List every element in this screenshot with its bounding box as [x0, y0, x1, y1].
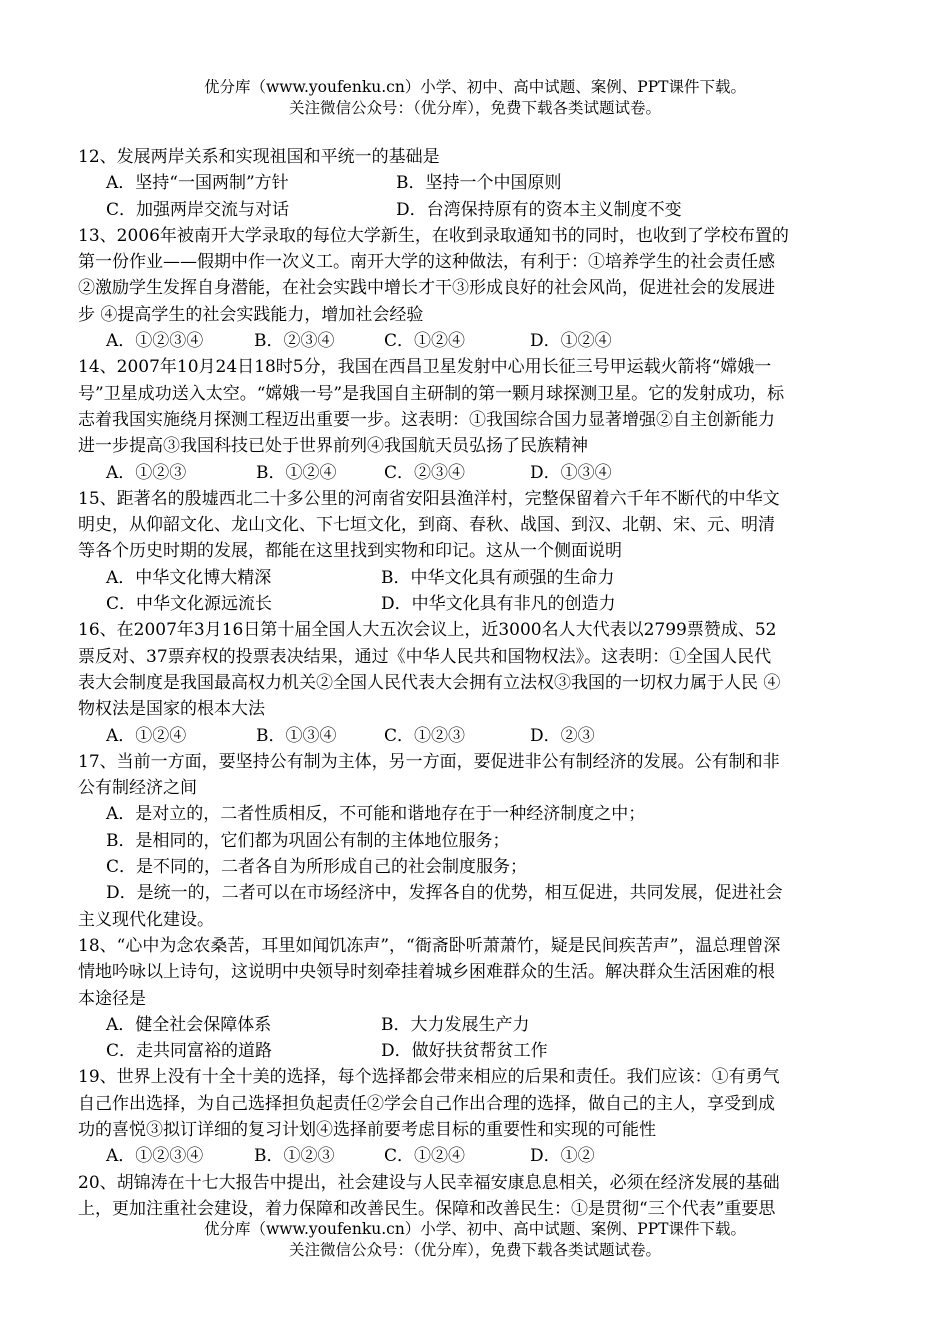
question-18-stem-line-3: 本途径是	[78, 988, 146, 1009]
question-13-option-a: A．①②③④	[106, 331, 204, 352]
question-13-stem-line-3: ②激励学生发挥自身潜能，在社会实践中增长才干③形成良好的社会风尚，促进社会的发展进	[78, 278, 775, 299]
question-15-option-a: A．中华文化博大精深	[106, 567, 272, 588]
question-15	[78, 486, 878, 617]
question-14-option-a: A．①②③	[106, 462, 187, 483]
question-17-option-d-line-1: D．是统一的，二者可以在市场经济中，发挥各自的优势，相互促进，共同发展，促进社会	[106, 883, 783, 904]
question-15-option-c: C．中华文化源远流长	[106, 594, 273, 615]
question-20-stem-line-2: 上，更加注重社会建设，着力保障和改善民生。保障和改善民生：①是贯彻“三个代表”重要思	[78, 1198, 776, 1219]
question-14	[78, 354, 878, 485]
question-17-stem-line-2: 公有制经济之间	[78, 778, 197, 799]
question-15-stem-line-2: 明史，从仰韶文化、龙山文化、下七垣文化，到商、春秋、战国、到汉、北朝、宋、元、明清	[78, 515, 775, 536]
question-16-stem-line-3: 表大会制度是我国最高权力机关②全国人民代表大会拥有立法权③我国的一切权力属于人民 ④	[78, 672, 781, 693]
question-17	[78, 749, 878, 933]
question-17-option-b: B．是相同的，它们都为巩固公有制的主体地位服务；	[106, 830, 510, 851]
question-13	[78, 223, 878, 354]
question-20-stem-line-1: 20、胡锦涛在十七大报告中提出，社会建设与人民幸福安康息息相关，必须在经济发展的基础	[78, 1172, 780, 1193]
question-12-option-d: D．台湾保持原有的资本主义制度不变	[396, 199, 682, 220]
question-16-option-a: A．①②④	[106, 725, 187, 746]
question-18-option-c: C．走共同富裕的道路	[106, 1041, 273, 1062]
question-15-option-b: B．中华文化具有顽强的生命力	[381, 567, 615, 588]
question-19-option-c: C．①②④	[384, 1146, 466, 1167]
question-20	[78, 1170, 878, 1223]
question-13-stem-line-2: 第一份作业——假期中作一次义工。南开大学的这种做法，有利于：①培养学生的社会责任感	[78, 252, 775, 273]
question-19	[78, 1064, 878, 1169]
page-footer	[0, 1219, 950, 1261]
question-14-option-d: D．①③④	[530, 462, 612, 483]
footer-line-2: 关注微信公众号：（优分库），免费下载各类试题试卷。	[288, 1241, 661, 1259]
question-17-option-a: A．是对立的，二者性质相反，不可能和谐地存在于一种经济制度之中；	[106, 804, 646, 825]
question-18-stem-line-2: 情地吟咏以上诗句，这说明中央领导时刻牵挂着城乡困难群众的生活。解决群众生活困难的根	[78, 962, 775, 983]
question-19-stem-line-3: 功的喜悦③拟订详细的复习计划④选择前要考虑目标的重要性和实现的可能性	[78, 1119, 656, 1140]
question-17-stem-line-1: 17、当前一方面，要坚持公有制为主体，另一方面，要促进非公有制经济的发展。公有制和非	[78, 751, 780, 772]
question-16-stem-line-1: 16、在2007年3月16日第十届全国人大五次会议上，近3000名人大代表以2799票赞成、52	[78, 620, 777, 641]
question-18-stem-line-1: 18、“心中为念农桑苦，耳里如闻饥冻声”，“衙斋卧听萧萧竹，疑是民间疾苦声”，温总理曾深	[78, 935, 781, 956]
question-15-option-d: D．中华文化具有非凡的创造力	[381, 594, 616, 615]
question-16-option-d: D．②③	[530, 725, 595, 746]
question-14-option-c: C．②③④	[384, 462, 466, 483]
question-13-stem-line-4: 步 ④提高学生的社会实践能力，增加社会经验	[78, 304, 424, 325]
question-13-option-b: B．②③④	[254, 331, 335, 352]
question-18	[78, 933, 878, 1064]
question-19-option-b: B．①②③	[254, 1146, 335, 1167]
question-19-option-d: D．①②	[530, 1146, 595, 1167]
question-16-option-c: C．①②③	[384, 725, 466, 746]
header-line-1: 优分库（www.youfenku.cn）小学、初中、高中试题、案例、PPT课件下载。	[203, 78, 747, 96]
question-12-stem: 12、发展两岸关系和实现祖国和平统一的基础是	[78, 147, 440, 167]
question-18-option-b: B．大力发展生产力	[381, 1014, 530, 1035]
question-15-stem-line-1: 15、距著名的殷墟西北二十多公里的河南省安阳县渔洋村，完整保留着六千年不断代的中华文	[78, 488, 780, 509]
question-16-option-b: B．①③④	[256, 725, 337, 746]
question-14-stem-line-4: 进一步提高③我国科技已处于世界前列④我国航天员弘扬了民族精神	[78, 436, 588, 457]
question-13-option-c: C．①②④	[384, 331, 466, 352]
question-18-option-a: A．健全社会保障体系	[106, 1014, 272, 1035]
header-line-2: 关注微信公众号：（优分库），免费下载各类试题试卷。	[288, 99, 661, 117]
question-14-stem-line-2: 号”卫星成功送入太空。“嫦娥一号”是我国自主研制的第一颗月球探测卫星。它的发射成功，标	[78, 383, 785, 404]
question-16-stem-line-4: 物权法是国家的根本大法	[78, 699, 265, 720]
question-14-stem-line-1: 14、2007年10月24日18时5分，我国在西昌卫星发射中心用长征三号甲运载火箭将“嫦娥一	[78, 357, 772, 378]
question-17-option-c: C．是不同的，二者各自为所形成自己的社会制度服务；	[106, 857, 528, 878]
question-15-stem-line-3: 等各个历史时期的发展，都能在这里找到实物和印记。这从一个侧面说明	[78, 541, 622, 562]
question-14-stem-line-3: 志着我国实施绕月探测工程迈出重要一步。这表明：①我国综合国力显著增强②自主创新能力	[78, 409, 775, 430]
question-14-option-b: B．①②④	[256, 462, 337, 483]
question-19-stem-line-2: 自己作出选择，为自己选择担负起责任②学会自己作出合理的选择，做自己的主人，享受到成	[78, 1093, 775, 1114]
question-19-stem-line-1: 19、世界上没有十全十美的选择，每个选择都会带来相应的后果和责任。我们应该：①有勇气	[78, 1067, 780, 1088]
question-13-option-d: D．①②④	[530, 331, 612, 352]
page-header	[0, 77, 950, 119]
question-list	[78, 144, 878, 1222]
footer-line-1: 优分库（www.youfenku.cn）小学、初中、高中试题、案例、PPT课件下载。	[203, 1220, 747, 1238]
question-12-option-a: A．坚持“一国两制”方针	[106, 173, 289, 194]
question-12-option-c: C．加强两岸交流与对话	[106, 199, 290, 220]
question-18-option-d: D．做好扶贫帮贫工作	[381, 1041, 548, 1062]
question-17-option-d-line-2: 主义现代化建设。	[78, 909, 214, 930]
question-19-option-a: A．①②③④	[106, 1146, 204, 1167]
question-12	[78, 144, 878, 223]
question-12-option-b: B．坚持一个中国原则	[396, 173, 562, 194]
question-16-stem-line-2: 票反对、37票弃权的投票表决结果，通过《中华人民共和国物权法》。这表明：①全国人民代	[78, 646, 772, 667]
question-16	[78, 617, 878, 748]
question-13-stem-line-1: 13、2006年被南开大学录取的每位大学新生，在收到录取通知书的同时，也收到了学校布置的	[78, 225, 789, 246]
